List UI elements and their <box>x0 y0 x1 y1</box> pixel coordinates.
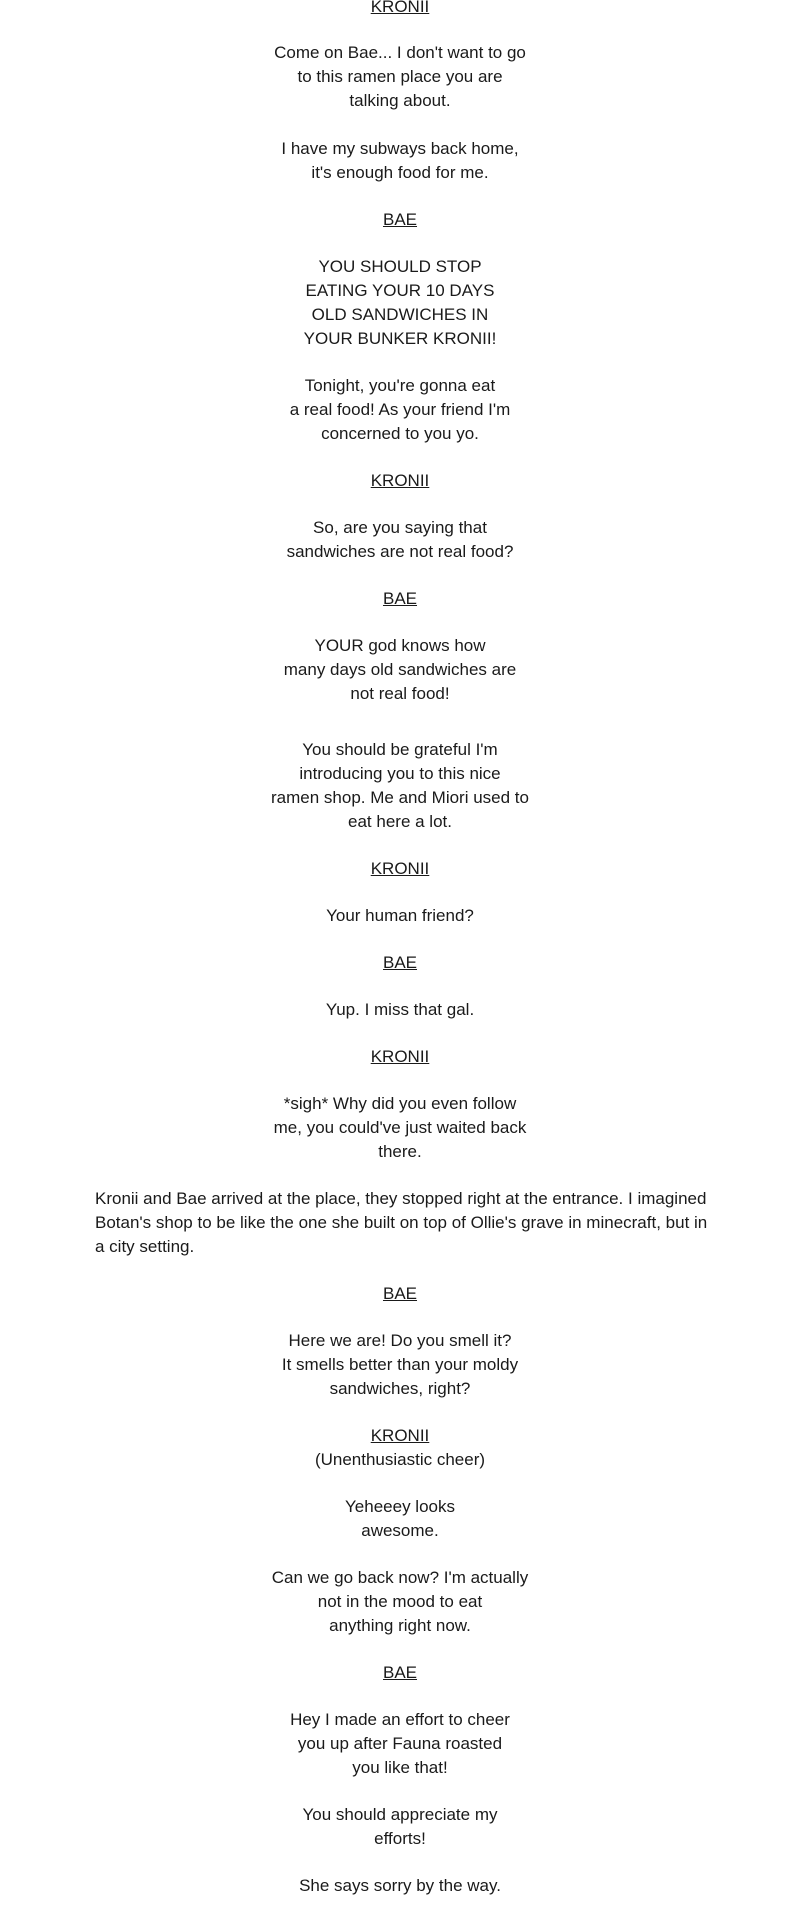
dialogue-line: you up after Fauna roasted <box>297 1734 503 1753</box>
dialogue-line: Can we go back now? I'm actually <box>271 1568 529 1587</box>
dialogue-line: YOUR god knows how <box>314 636 486 655</box>
speaker-bae: BAE <box>382 1284 418 1303</box>
dialogue-line: You should be grateful I'm <box>302 740 498 759</box>
dialogue-line: awesome. <box>361 1521 439 1540</box>
dialogue-line: concerned to you yo. <box>321 424 479 443</box>
dialogue-line: sandwiches, right? <box>329 1379 471 1398</box>
dialogue-line: EATING YOUR 10 DAYS <box>305 281 495 300</box>
dialogue-line: to this ramen place you are <box>297 67 503 86</box>
action-line: a city setting. <box>95 1237 195 1256</box>
action-line: Botan's shop to be like the one she built on top of Ollie's grave in minecraft, but in <box>95 1213 708 1232</box>
dialogue-line: many days old sandwiches are <box>283 660 517 679</box>
speaker-bae: BAE <box>382 210 418 229</box>
dialogue-line: You should appreciate my <box>302 1805 498 1824</box>
dialogue-line: So, are you saying that <box>313 518 487 537</box>
dialogue-line: I have my subways back home, <box>281 139 519 158</box>
parenthetical: (Unenthusiastic cheer) <box>314 1450 486 1469</box>
speaker-bae: BAE <box>382 953 418 972</box>
dialogue-line: Here we are! Do you smell it? <box>288 1331 512 1350</box>
dialogue-line: you like that! <box>352 1758 448 1777</box>
dialogue-line: not in the mood to eat <box>317 1592 483 1611</box>
dialogue-line: YOUR BUNKER KRONII! <box>303 329 497 348</box>
dialogue-line: Your human friend? <box>326 906 474 925</box>
dialogue-line: it's enough food for me. <box>311 163 489 182</box>
action-line: Kronii and Bae arrived at the place, they stopped right at the entrance. I imagined <box>95 1189 707 1208</box>
speaker-kronii: KRONII <box>370 1047 430 1066</box>
dialogue-line: introducing you to this nice <box>299 764 501 783</box>
speaker-kronii: KRONII <box>370 1426 430 1445</box>
dialogue-line: talking about. <box>349 91 451 110</box>
dialogue-line: me, you could've just waited back <box>273 1118 527 1137</box>
dialogue-line: Yeheeey looks <box>345 1497 455 1516</box>
dialogue-line: Come on Bae... I don't want to go <box>274 43 526 62</box>
dialogue-line: Hey I made an effort to cheer <box>290 1710 510 1729</box>
dialogue-line: ramen shop. Me and Miori used to <box>271 788 529 807</box>
dialogue-line: *sigh* Why did you even follow <box>283 1094 517 1113</box>
dialogue-line: anything right now. <box>329 1616 471 1635</box>
dialogue-line: efforts! <box>374 1829 426 1848</box>
speaker-bae: BAE <box>382 589 418 608</box>
dialogue-line: Tonight, you're gonna eat <box>304 376 496 395</box>
speaker-kronii: KRONII <box>370 859 430 878</box>
dialogue-line: sandwiches are not real food? <box>286 542 514 561</box>
speaker-kronii: KRONII <box>370 0 430 16</box>
dialogue-line: It smells better than your moldy <box>281 1355 519 1374</box>
dialogue-line: OLD SANDWICHES IN <box>311 305 489 324</box>
dialogue-line: a real food! As your friend I'm <box>289 400 511 419</box>
speaker-bae: BAE <box>382 1663 418 1682</box>
dialogue-line: She says sorry by the way. <box>299 1876 501 1895</box>
dialogue-line: YOU SHOULD STOP <box>318 257 482 276</box>
speaker-kronii: KRONII <box>370 471 430 490</box>
dialogue-line: eat here a lot. <box>348 812 452 831</box>
dialogue-line: Yup. I miss that gal. <box>325 1000 475 1019</box>
dialogue-line: there. <box>378 1142 422 1161</box>
dialogue-line: not real food! <box>350 684 450 703</box>
